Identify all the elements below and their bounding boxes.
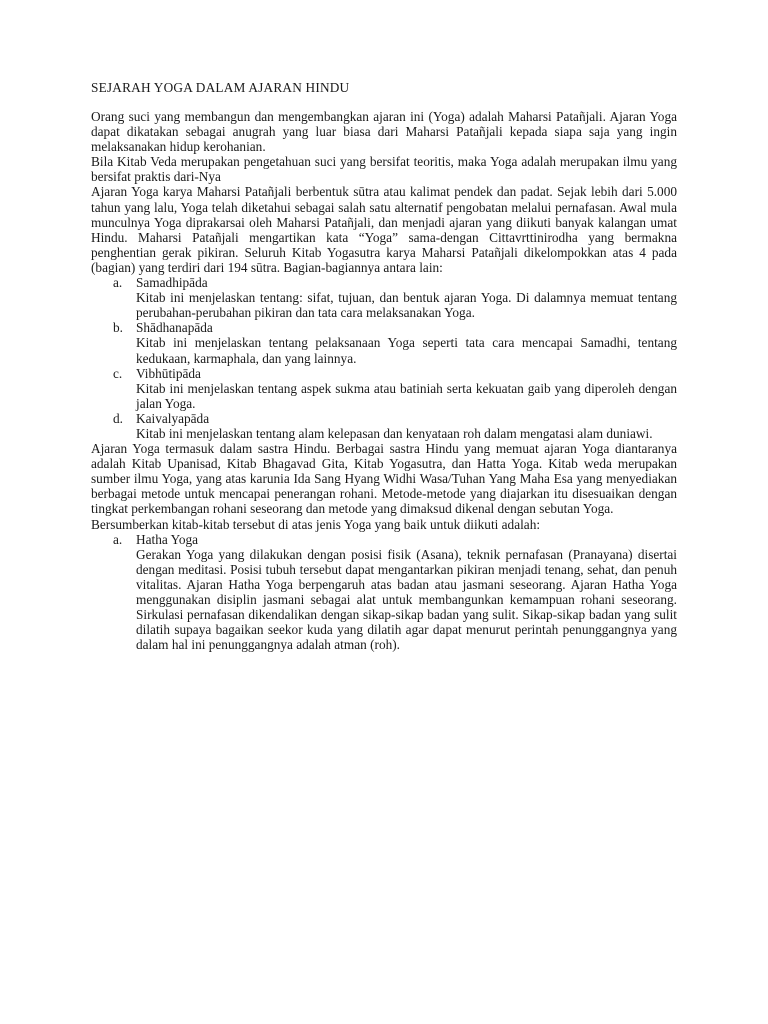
- list-item-title: Hatha Yoga: [136, 531, 199, 547]
- list-item-description: Kitab ini menjelaskan tentang aspek sukma atau batiniah serta kekuatan gaib yang diperoleh dengan jalan Yoga.: [136, 380, 677, 411]
- list-item-title: Samadhipāda: [136, 275, 208, 291]
- list-item: [91, 366, 677, 411]
- list-item-title: Shādhanapāda: [136, 320, 213, 336]
- list-marker: b.: [113, 320, 123, 336]
- paragraph-intro: Orang suci yang membangun dan mengembangkan ajaran ini (Yoga) adalah Maharsi Patañjali. Ajaran Yoga dapat dikatakan sebagai anugrah yang luar biasa dari Maharsi Patañjali kepada siapa saja yang ingin melaksanakan hidup kerohanian.: [91, 109, 677, 155]
- list-marker: c.: [113, 365, 123, 381]
- list-item-description: Gerakan Yoga yang dilakukan dengan posisi fisik (Asana), teknik pernafasan (Pranayana) disertai dengan meditasi. Posisi tubuh tersebut dapat mengantarkan pikiran menjadi tenang, sehat, dan penuh vitalitas. Ajaran Hatha Yoga berpengaruh atas badan atau jasmani seseorang. Ajaran Hatha Yoga menggunakan disiplin jasmani sebagai alat untuk membangunkan kemampuan rohani seseorang. Sirkulasi pernafasan dikendalikan dengan sikap-sikap badan yang sulit. Sikap-sikap badan yang sulit dilatih supaya bagaikan seekor kuda yang dilatih agar dapat menurut perintah penunggangnya yang dalam hal ini penunggangnya adalah atman (roh).: [136, 546, 677, 653]
- document-body: [91, 80, 677, 652]
- paragraph-veda: Bila Kitab Veda merupakan pengetahuan suci yang bersifat teoritis, maka Yoga adalah merupakan ilmu yang bersifat praktis dari-Nya: [91, 154, 677, 185]
- list-item: [91, 275, 677, 320]
- list-item-description: Kitab ini menjelaskan tentang: sifat, tujuan, dan bentuk ajaran Yoga. Di dalamnya memuat tentang perubahan-perubahan pikiran dan tata cara melaksanakan Yoga.: [136, 290, 677, 321]
- paragraph-sastra: Ajaran Yoga termasuk dalam sastra Hindu. Berbagai sastra Hindu yang memuat ajaran Yoga diantaranya adalah Kitab Upanisad, Kitab Bhagavad Gita, Kitab Yogasutra, dan Hatta Yoga. Kitab weda merupakan sumber ilmu Yoga, yang atas karunia Ida Sang Hyang Widhi Wasa/Tuhan Yang Maha Esa yang menyediakan berbagai metode untuk mencapai penerangan rohani. Metode-metode yang diajarkan itu disesuaikan dengan tingkat perkembangan rohani seseorang dan metode yang dimaksud dikenal dengan sebutan Yoga.: [91, 441, 677, 517]
- document-title: SEJARAH YOGA DALAM AJARAN HINDU: [91, 80, 350, 95]
- list-marker: d.: [113, 410, 123, 426]
- list-marker: a.: [113, 275, 123, 291]
- list-item-title: Kaivalyapāda: [136, 410, 210, 426]
- paragraph-jenis-yoga: Bersumberkan kitab-kitab tersebut di atas jenis Yoga yang baik untuk diikuti adalah:: [91, 516, 541, 532]
- list-item: [91, 411, 677, 441]
- list-marker: a.: [113, 531, 123, 547]
- list-item-description: Kitab ini menjelaskan tentang pelaksanaan Yoga seperti tata cara mencapai Samadhi, tentang kedukaan, karmaphala, dan yang lainnya.: [136, 335, 677, 366]
- pada-list: [91, 275, 677, 441]
- list-item: [91, 532, 677, 653]
- paragraph-yogasutra: Ajaran Yoga karya Maharsi Patañjali berbentuk sūtra atau kalimat pendek dan padat. Sejak lebih dari 5.000 tahun yang lalu, Yoga telah diketahui sebagai salah satu alternatif pengobatan melalui pernafasan. Awal mula munculnya Yoga diprakarsai oleh Maharsi Patañjali, dan menjadi ajaran yang diikuti banyak kalangan umat Hindu. Maharsi Patañjali mengartikan kata “Yoga” sama-dengan Cittavrttinirodha yang bermakna penghentian gerak pikiran. Seluruh Kitab Yogasutra karya Maharsi Patañjali dikelompokkan atas 4 pada (bagian) yang terdiri dari 194 sūtra. Bagian-bagiannya antara lain:: [91, 184, 677, 275]
- list-item-description: Kitab ini menjelaskan tentang alam kelepasan dan kenyataan roh dalam mengatasi alam duniawi.: [136, 425, 653, 441]
- yoga-type-list: [91, 532, 677, 653]
- list-item-title: Vibhūtipāda: [136, 365, 201, 381]
- list-item: [91, 320, 677, 365]
